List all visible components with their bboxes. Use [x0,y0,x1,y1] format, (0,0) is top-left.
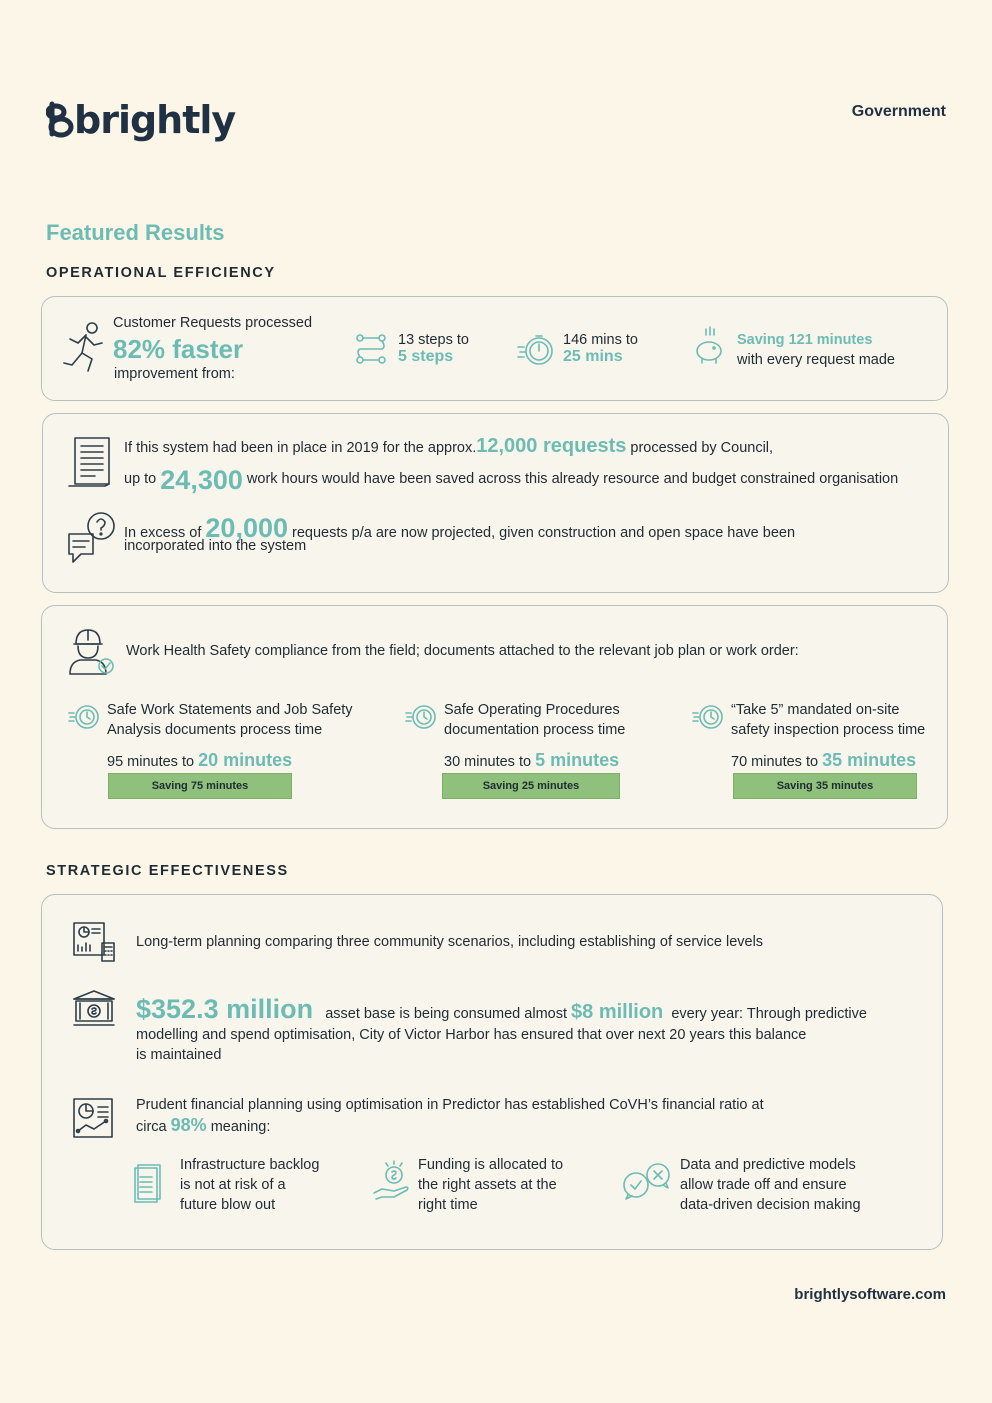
strategic-section-label: STRATEGIC EFFECTIVENESS [46,863,289,879]
whs-item-3-line2: safety inspection process time [731,722,926,738]
whs-item-3-saving-bar: Saving 35 minutes [733,773,917,799]
stopwatch-icon [516,333,556,367]
benefit-1-line2: is not at risk of a [180,1177,286,1193]
whs-item-3 [692,700,942,810]
logo-mark-icon [46,100,76,140]
p3-text-c: incorporated into the system [124,538,307,554]
whs-item-2-times [444,750,619,772]
projection-paragraph-1 [124,436,773,458]
whs-item-2-line1: Safe Operating Procedures [444,702,620,718]
whs-item-1-to: 20 minutes [198,750,293,770]
brand-logo [46,98,235,142]
p2-text-b: work hours would have been saved across this already resource and budget constrained organisation [246,471,899,487]
benefit-2-line2: the right assets at the [418,1177,557,1193]
planning-text: Long-term planning comparing three community scenarios, including establishing of service levels [136,934,764,950]
financial-report-icon [72,1095,116,1139]
question-chat-icon [65,510,121,566]
whs-item-1 [68,700,388,810]
whs-intro: Work Health Safety compliance from the field; documents attached to the relevant job plan or work order: [126,643,799,659]
document-stack-icon [134,1163,164,1203]
asset-mid-value: $8 million [571,1001,664,1023]
p1-big-value: 12,000 requests [476,435,627,457]
whs-item-3-times [731,750,916,772]
asset-text-d: is maintained [136,1047,222,1063]
whs-item-2-saving-bar: Saving 25 minutes [442,773,620,799]
benefit-3-line1: Data and predictive models [680,1157,856,1173]
whs-item-2 [405,700,705,810]
saving-line1: Saving 121 minutes [737,332,873,348]
asset-text-b: every year: Through predictive [671,1006,867,1022]
steps-line2: 5 steps [398,348,454,365]
benefit-3-line3: data-driven decision making [680,1197,861,1213]
p3-big-value: 20,000 [205,513,288,543]
clock-speed-icon [692,704,724,730]
running-person-icon [62,321,108,373]
whs-item-1-saving-bar: Saving 75 minutes [108,773,292,799]
whs-item-2-from: 30 minutes to [444,754,532,770]
p3-text-b: requests p/a are now projected, given construction and open space have been [292,525,796,541]
benefit-3-line2: allow trade off and ensure [680,1177,847,1193]
benefit-1-line1: Infrastructure backlog [180,1157,320,1173]
steps-flow-icon [356,333,386,365]
strategic-card [41,894,943,1250]
mins-line1: 146 mins to [563,332,638,348]
clock-speed-icon [68,704,100,730]
money-hand-icon [372,1159,412,1203]
asset-big-value: $352.3 million [136,994,314,1024]
asset-paragraph [136,995,867,1024]
segment-label: Government [851,103,946,120]
benefit-1-line3: future blow out [180,1197,276,1213]
safety-worker-icon [66,626,116,676]
prudent-percent: 98% [170,1115,207,1135]
asset-text-c: modelling and spend optimisation, City of Victor Harbor has ensured that over next 20 years this balance [136,1027,807,1043]
whs-item-3-line1: “Take 5” mandated on-site [731,702,900,718]
whs-item-2-line2: documentation process time [444,722,626,738]
whs-item-2-to: 5 minutes [535,750,620,770]
whs-item-3-to: 35 minutes [822,750,917,770]
whs-item-1-line1: Safe Work Statements and Job Safety [107,702,353,718]
benefit-2-line1: Funding is allocated to [418,1157,564,1173]
p2-text-a: up to [124,471,157,487]
customer-requests-card [41,296,948,401]
mins-line2: 25 mins [563,348,623,365]
asset-text-a: asset base is being consumed almost [325,1006,567,1022]
website-link[interactable]: brightlysoftware.com [794,1286,946,1303]
clock-speed-icon [405,704,437,730]
prudent-line-2 [136,1115,270,1137]
faster-value: 82% faster [113,334,244,364]
saving-line2: with every request made [737,352,895,368]
whs-item-1-from: 95 minutes to [107,754,195,770]
logo-text: brightly [74,98,236,142]
prudent-text-c: meaning: [210,1119,271,1135]
whs-item-1-line2: Analysis documents process time [107,722,323,738]
document-list-icon [67,436,113,490]
whs-item-1-times [107,750,292,772]
bank-icon [72,989,116,1029]
requests-projection-card [42,413,949,593]
benefit-1 [134,1155,354,1219]
benefit-2 [372,1155,602,1219]
planning-chart-icon [72,921,116,963]
piggy-bank-icon [694,325,726,365]
benefit-3 [622,1155,922,1219]
p3-text-a: In excess of [124,525,202,541]
operational-section-label: OPERATIONAL EFFICIENCY [46,265,276,281]
prudent-text-a: Prudent financial planning using optimisation in Predictor has established CoVH’s financial ratio at [136,1097,764,1113]
decision-chat-icon [622,1161,672,1201]
improvement-label: improvement from: [114,366,235,382]
whs-item-3-from: 70 minutes to [731,754,819,770]
steps-line1: 13 steps to [398,332,469,348]
featured-title: Featured Results [46,220,225,245]
projection-paragraph-2 [124,460,899,495]
requests-label: Customer Requests processed [113,315,313,331]
p1-text-a: If this system had been in place in 2019 for the approx. [124,440,477,456]
p1-text-b: processed by Council, [630,440,774,456]
p2-big-value: 24,300 [160,465,243,495]
whs-compliance-card [41,605,948,829]
prudent-text-b: circa [136,1119,167,1135]
benefit-2-line3: right time [418,1197,478,1213]
